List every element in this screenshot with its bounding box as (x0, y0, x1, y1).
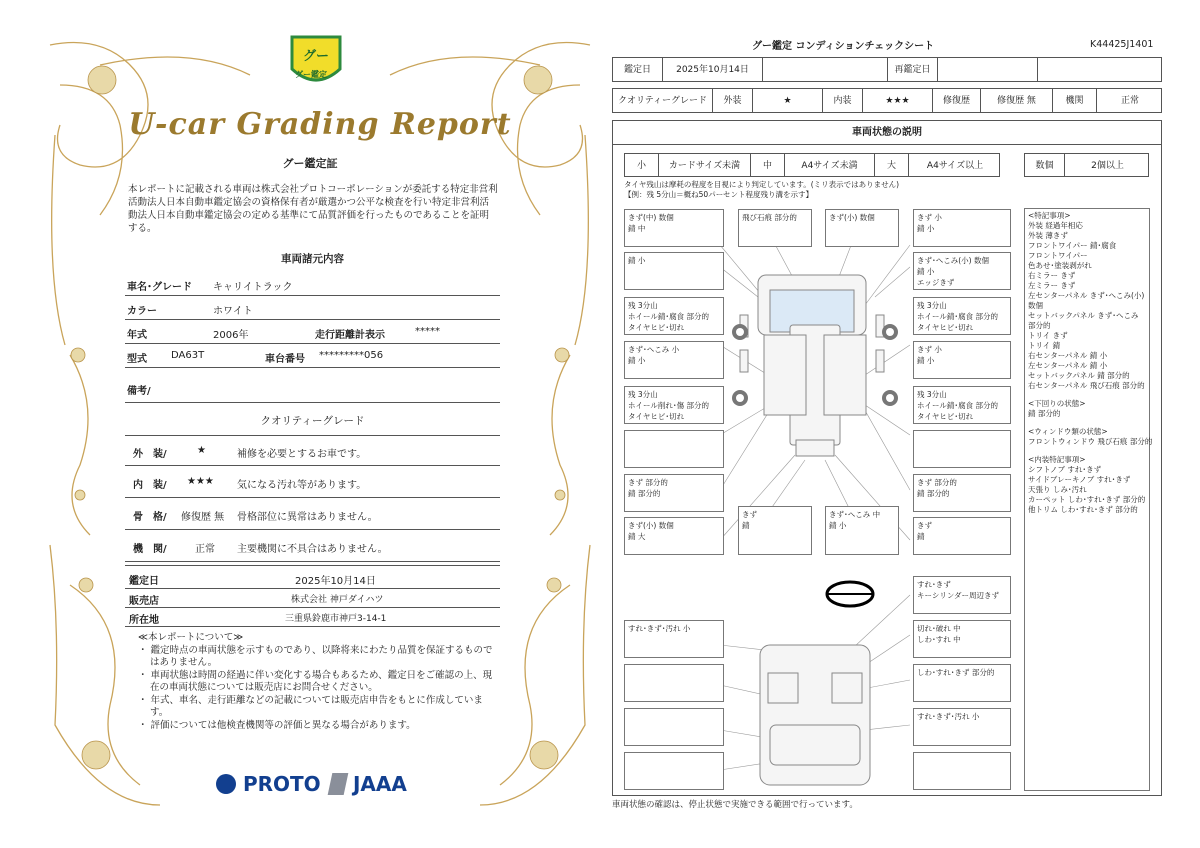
int-label: 内装 (823, 89, 863, 112)
model-label: 車名･グレード (127, 282, 192, 293)
date-label: 鑑定日 (613, 58, 663, 81)
interior-desc: 気になる汚れ等があります。 (237, 480, 367, 491)
tire-note-line: タイヤ残山は摩耗の程度を目視により判定しています。(ミリ表示ではありません) (624, 180, 900, 189)
certificate-subtitle: グー鑑定証 (282, 157, 338, 170)
engine-value: 正常 (1120, 96, 1139, 106)
damage-label: 残 3分山 ホイール削れ･傷 部分的 タイヤヒビ･切れ (624, 386, 724, 424)
interior-label (913, 752, 1011, 790)
tire-note-example: 【例：残 5分山＝概ね50パーセント程度残り溝を示す】 (624, 190, 814, 199)
date-blank (763, 58, 888, 81)
damage-label: きず(小) 数個 (825, 209, 899, 247)
note-item: ・ 年式、車名、走行距離などの記載については販売店申告をもとに作成しています。 (138, 694, 483, 718)
damage-label: きず 錆 (738, 506, 812, 555)
info-row-dealer (125, 589, 500, 608)
damage-label: きず 錆 (913, 517, 1011, 555)
mileage-label: 走行距離計表示 (315, 330, 385, 341)
proto-logo (216, 772, 321, 796)
qg-label: クオリティーグレード (613, 89, 713, 112)
damage-label (624, 430, 724, 468)
damage-label: きず 小 錆 小 (913, 209, 1011, 247)
color-label: カラー (127, 306, 157, 317)
sheet-footer: 車両状態の確認は、停止状態で実施できる範囲で行っています。 (612, 800, 858, 810)
legend-medium: 中 (751, 154, 785, 176)
damage-label: きず(小) 数個 錆 大 (624, 517, 724, 555)
chassis-value: *********056 (319, 350, 384, 361)
count-legend (1024, 153, 1149, 177)
exterior-desc: 補修を必要とするお車です。 (237, 449, 367, 460)
color-value: ホワイト (213, 306, 253, 317)
spec-row-year (125, 320, 500, 344)
damage-label: 飛び石痕 部分的 (738, 209, 812, 247)
date-row (612, 57, 1162, 82)
spec-row-color (125, 296, 500, 320)
spec-row-remarks (125, 376, 500, 403)
address-label: 所在地 (129, 615, 159, 626)
special-notes: <特記事項> 外装 経過年相応 外装 薄きず フロントワイパー 錆･腐食 フロントワイパー 色あせ･塗装剥がれ 右ミラー きず 左ミラー きず 左センターパネル きず･へこみ(小) 数個 セットバックパネル きず･へこみ 部分的 トリイ きず トリイ 錆 右センターパネル 錆 小 左センターパネル 錆 小 セットバックパネル 錆 部分的 右センターパネル 飛び石痕 部分的 <下回りの状態> 錆 部分的 <ウィンドウ類の状態> フロントウィンドウ 飛び石痕 部分的 <内装特記事項> シフトノブ すれ･きず サイドブレーキノブ すれ･きず 天張り しみ･汚れ カーペット しわ･すれ･きず 部分的 他トリム しわ･すれ･きず 部分的 (1024, 208, 1150, 791)
legend-small: 小 (625, 154, 659, 176)
year-value: 2006年 (213, 330, 249, 341)
damage-label (913, 430, 1011, 468)
date-value: 2025年10月14日 (295, 576, 376, 587)
redate-value (938, 58, 1038, 81)
quality-row (612, 88, 1162, 113)
damage-label: 残 3分山 ホイール錆･腐食 部分的 タイヤヒビ･切れ (624, 297, 724, 335)
steering-wheel-icon (827, 582, 873, 606)
dealer-value: 株式会社 神戸ダイハツ (291, 595, 384, 605)
damage-label: きず 部分的 錆 部分的 (913, 474, 1011, 512)
interior-label: 内 装/ (133, 480, 167, 491)
sheet-code: K44425J1401 (1090, 39, 1154, 50)
remarks-label: 備考/ (127, 386, 151, 397)
engine-value: 正常 (195, 544, 215, 555)
damage-label: きず･へこみ 小 錆 小 (624, 341, 724, 379)
model-value: キャリイトラック (213, 282, 293, 293)
exterior-label: 外 装/ (133, 449, 167, 460)
damage-label: きず･へこみ 中 錆 小 (825, 506, 899, 555)
redate-label: 再鑑定日 (888, 58, 938, 81)
interior-label (624, 664, 724, 702)
interior-label: すれ･きず･汚れ 小 (913, 708, 1011, 746)
date-label: 鑑定日 (129, 576, 159, 587)
chassis-label: 車台番号 (265, 354, 305, 365)
sheet-title: グー鑑定 コンディションチェックシート (752, 41, 935, 52)
size-legend (624, 153, 1000, 177)
info-row-address (125, 608, 500, 627)
year-label: 年式 (127, 330, 147, 341)
dealer-label: 販売店 (129, 596, 159, 607)
jaaa-logo-text: JAAA (352, 772, 407, 796)
legend-large: 大 (875, 154, 909, 176)
certificate-intro: 本レポートに記載される車両は株式会社プロトコーポレーションが委託する特定非営利活動法人日本自動車鑑定協会の資格保有者が厳選かつ公平な検査を行い特定非営利活動法人日本自動車鑑定協会の定める基準にて品質評価を行ったものであることを証明する。 (128, 184, 498, 234)
grade-row-interior (125, 466, 500, 498)
condition-heading: 車両状態の説明 (613, 121, 1161, 145)
interior-label (624, 708, 724, 746)
spec-heading: 車両諸元内容 (281, 253, 344, 265)
repair-value: 修復歴 無 (981, 89, 1053, 112)
spec-row-type (125, 344, 500, 368)
engine-desc: 主要機関に不具合はありません。 (237, 544, 388, 555)
grade-row-frame (125, 498, 500, 530)
damage-label: 残 3分山 ホイール錆･腐食 部分的 タイヤヒビ･切れ (913, 386, 1011, 424)
damage-label: きず(中) 数個 錆 中 (624, 209, 724, 247)
damage-label: きず 部分的 錆 部分的 (624, 474, 724, 512)
count-label: 数個 (1025, 154, 1065, 176)
damage-label: 残 3分山 ホイール錆･腐食 部分的 タイヤヒビ･切れ (913, 297, 1011, 335)
damage-label: きず･へこみ(小) 数個 錆 小 エッジきず (913, 252, 1011, 290)
note-item: ・ 鑑定時点の車両状態を示すものであり、以降将来にわたり品質を保証するものではありません。 (138, 644, 493, 668)
interior-label: すれ･きず キーシリンダー周辺きず (913, 576, 1011, 614)
legend-medium-desc: A4サイズ未満 (785, 154, 875, 176)
exterior-value: ★ (197, 445, 206, 456)
redate-blank (1038, 58, 1163, 81)
quality-heading: クオリティーグレード (260, 415, 365, 427)
engine-label: 機 関/ (133, 544, 167, 555)
interior-label (624, 752, 724, 790)
int-value: ★★★ (863, 89, 933, 112)
info-row-date (125, 565, 500, 589)
note-item: ・ 評価については他検査機関等の評価と異なる場合があります。 (138, 719, 416, 731)
interior-label: 切れ･破れ 中 しわ･すれ 中 (913, 620, 1011, 658)
count-value: 2個以上 (1091, 161, 1124, 171)
jaaa-mark-icon (328, 773, 349, 795)
address-value: 三重県鈴鹿市神戸3-14-1 (285, 614, 387, 624)
proto-logo-text: PROTO (242, 772, 321, 796)
proto-mark-icon (216, 774, 236, 794)
script-title: U-car Grading Report (128, 107, 512, 142)
damage-label: 錆 小 (624, 252, 724, 290)
tire-note (624, 180, 899, 200)
legend-large-desc: A4サイズ以上 (926, 161, 984, 171)
mileage-value: ***** (415, 326, 440, 337)
grading-certificate (40, 25, 600, 820)
frame-label: 骨 格/ (133, 512, 167, 523)
note-item: ・ 車両状態は時間の経過に伴い変化する場合もあるため、鑑定日をご確認の上、現在の車両状態については販売店にお問合せください。 (138, 669, 493, 693)
frame-desc: 骨格部位に異常はありません。 (237, 512, 378, 523)
grade-row-exterior (125, 435, 500, 466)
jaaa-logo (330, 772, 407, 796)
interior-value: ★★★ (187, 476, 214, 487)
ext-label: 外装 (713, 89, 753, 112)
spec-row-model (125, 272, 500, 296)
type-value: DA63T (171, 350, 205, 361)
notes-title: ≪本レポートについて≫ (138, 632, 244, 643)
legend-small-desc: カードサイズ未満 (659, 154, 751, 176)
goo-appraisal-badge-icon (288, 33, 344, 91)
grade-row-engine (125, 530, 500, 562)
date-value: 2025年10月14日 (663, 58, 763, 81)
frame-value: 修復歴 無 (181, 512, 225, 523)
report-notes (138, 632, 498, 732)
damage-label: きず 小 錆 小 (913, 341, 1011, 379)
interior-label: すれ･きず･汚れ 小 (624, 620, 724, 658)
svg-text:グー: グー (302, 49, 330, 64)
interior-label: しわ･すれ･きず 部分的 (913, 664, 1011, 702)
badge-label: グー鑑定 (295, 70, 327, 79)
ext-value: ★ (753, 89, 823, 112)
engine-label: 機関 (1053, 89, 1097, 112)
repair-label: 修復歴 (933, 89, 981, 112)
type-label: 型式 (127, 354, 147, 365)
